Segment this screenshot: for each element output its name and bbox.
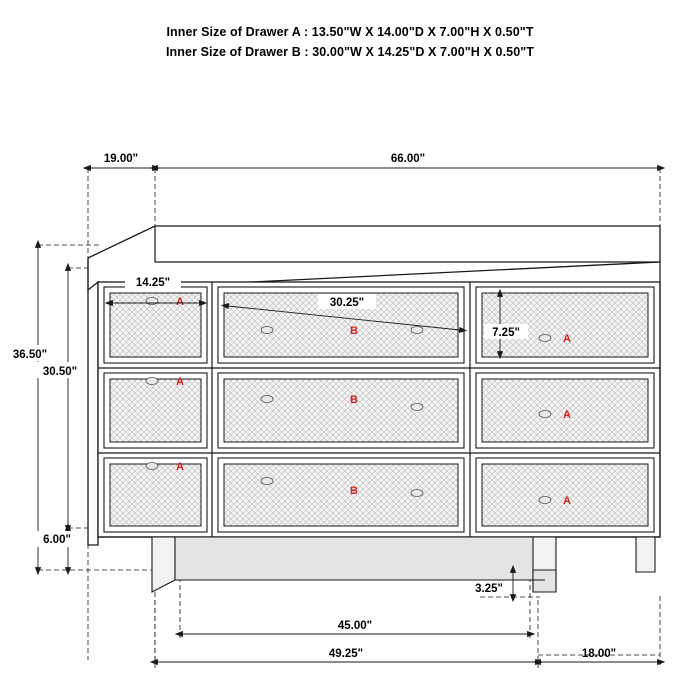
- drawer-knob-icon[interactable]: [539, 411, 551, 418]
- drawer-a-r2c3[interactable]: [476, 373, 654, 448]
- drawer-b-r2c2[interactable]: [218, 373, 464, 448]
- dim-base-width-outer: [157, 648, 536, 662]
- leg-far-right: [636, 537, 655, 572]
- drawer-label-b-r3c2: B: [350, 485, 358, 497]
- dim-base-width-outer-label: 49.25": [328, 648, 364, 660]
- dim-width-top: [157, 153, 658, 168]
- dim-side-width-label: 18.00": [581, 648, 617, 660]
- drawer-label-a-r1c1: A: [176, 296, 184, 308]
- drawer-knob-icon[interactable]: [261, 327, 273, 334]
- dim-base-width-inner: [182, 620, 528, 634]
- drawer-label-b-r2c2: B: [350, 394, 358, 406]
- leg-right-foot: [533, 570, 556, 592]
- dim-depth-top-label: 19.00": [103, 153, 139, 165]
- drawer-row-3: [104, 458, 654, 532]
- dim-cabinet-height: [36, 270, 82, 526]
- drawer-knob-icon[interactable]: [539, 497, 551, 504]
- dim-depth-top: [90, 153, 153, 168]
- drawer-a-r3c1[interactable]: [104, 458, 207, 532]
- drawer-knob-icon[interactable]: [539, 335, 551, 342]
- dim-drawer-height-label: 7.25": [492, 327, 520, 339]
- drawer-knob-icon[interactable]: [411, 404, 423, 411]
- drawer-a-r3c3[interactable]: [476, 458, 654, 532]
- dim-leg-inset-label: 3.25": [475, 583, 503, 595]
- drawer-label-a-r2c1: A: [176, 376, 184, 388]
- drawer-row-2: [104, 373, 654, 448]
- drawer-a-r2c1[interactable]: [104, 373, 207, 448]
- base-rail: [175, 537, 545, 580]
- drawer-a-r1c1[interactable]: [104, 287, 207, 363]
- drawer-knob-icon[interactable]: [261, 478, 273, 485]
- drawer-label-a-r1c3: A: [563, 333, 571, 345]
- dim-base-width-inner-label: 45.00": [337, 620, 373, 632]
- dim-leg-height: [36, 530, 76, 568]
- drawer-label-a-r2c3: A: [563, 409, 571, 421]
- dim-leg-height-label: 6.00": [43, 534, 71, 546]
- drawer-knob-icon[interactable]: [261, 396, 273, 403]
- drawer-label-b-r1c2: B: [350, 325, 358, 337]
- drawer-knob-icon[interactable]: [411, 327, 423, 334]
- header-line-1: Inner Size of Drawer A : 13.50"W X 14.00"D X 7.00"H X 0.50"T: [166, 25, 534, 39]
- drawer-label-a-r3c3: A: [563, 495, 571, 507]
- drawer-b-r3c2[interactable]: [218, 458, 464, 532]
- base-legs: [152, 537, 655, 592]
- drawer-knob-icon[interactable]: [146, 463, 158, 470]
- dim-drawer-b-width-label: 30.25": [329, 297, 365, 309]
- drawer-knob-icon[interactable]: [411, 490, 423, 497]
- leg-left: [152, 537, 175, 592]
- drawer-knob-icon[interactable]: [146, 378, 158, 385]
- header-line-2: Inner Size of Drawer B : 30.00"W X 14.25"D X 7.00"H X 0.50"T: [165, 45, 535, 59]
- dim-drawer-a-width-label: 14.25": [135, 277, 171, 289]
- dim-total-height: [6, 247, 52, 568]
- dim-cabinet-height-label: 30.50": [42, 366, 78, 378]
- drawer-label-a-r3c1: A: [176, 461, 184, 473]
- drawer-row-1: [104, 287, 654, 363]
- dim-width-top-label: 66.00": [390, 153, 426, 165]
- dim-total-height-label: 36.50": [12, 349, 48, 361]
- left-side-panel: [88, 282, 98, 545]
